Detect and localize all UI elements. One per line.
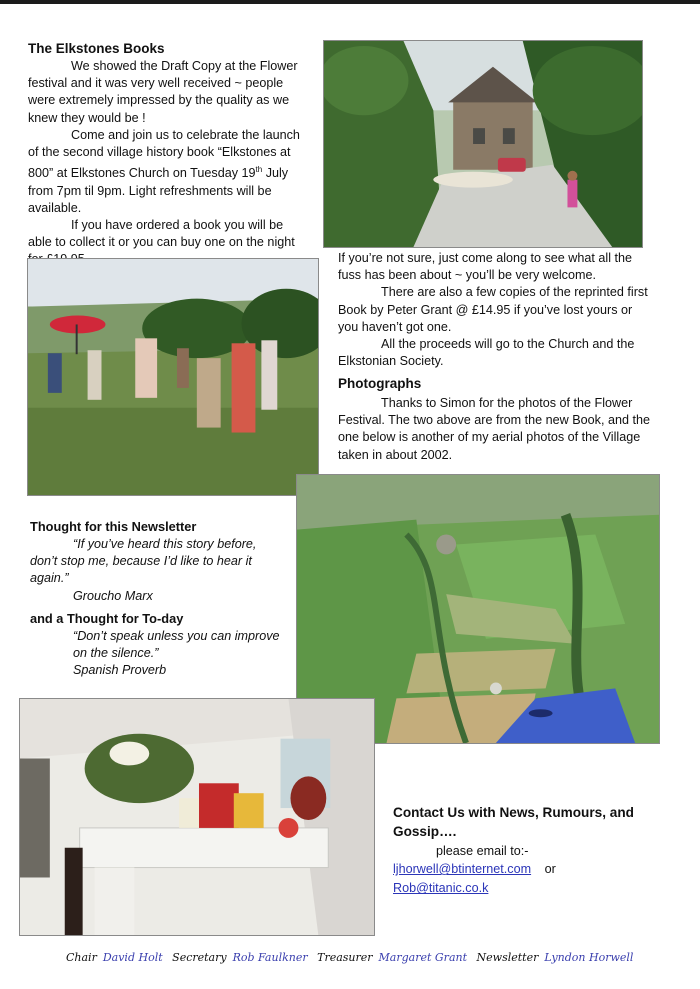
- chair-name: David Holt: [102, 951, 163, 964]
- secretary-name: Rob Faulkner: [232, 951, 308, 964]
- treasurer-name: Margaret Grant: [378, 951, 468, 964]
- books-paragraph-5: There are also a few copies of the reprinted first Book by Peter Grant @ £14.95 if you’ve lost yours or you haven’t got one.: [338, 285, 648, 334]
- thought-heading: Thought for this Newsletter: [30, 519, 197, 534]
- village-lane-photo: [323, 40, 643, 248]
- books-paragraph-1: We showed the Draft Copy at the Flower festival and it was very well received ~ people were extremely impressed by the quality as we knew they would be !: [28, 59, 298, 125]
- treasurer-label: Treasurer: [317, 951, 373, 964]
- contact-heading: Contact Us with News, Rumours, and Gossip….: [393, 805, 634, 839]
- today-quote: “Don’t speak unless you can improve on the silence.”: [73, 629, 280, 661]
- books-paragraph-4: If you’re not sure, just come along to see what all the fuss has been about ~ you’ll be very welcome.: [338, 251, 633, 283]
- photographs-heading: Photographs: [338, 376, 422, 391]
- thought-section: [30, 518, 280, 605]
- flower-festival-race-photo: [27, 258, 319, 496]
- contact-section: [393, 803, 663, 898]
- books-section: [28, 40, 310, 269]
- email-link-rob[interactable]: Rob@titanic.co.k: [393, 881, 489, 896]
- today-heading: and a Thought for To-day: [30, 611, 184, 626]
- chair-label: Chair: [66, 951, 97, 964]
- church-flowers-photo: [19, 698, 375, 936]
- top-rule: [0, 0, 700, 4]
- secretary-label: Secretary: [172, 951, 227, 964]
- contact-please: please email to:-: [436, 844, 529, 858]
- today-author: Spanish Proverb: [73, 663, 167, 678]
- email-link-ljhorwell[interactable]: ljhorwell@btinternet.com: [393, 862, 532, 877]
- books-continued: [338, 250, 650, 370]
- thought-author: Groucho Marx: [73, 588, 153, 603]
- footer-officers: [66, 951, 639, 964]
- today-section: [30, 610, 280, 680]
- contact-email-row-2: [393, 880, 663, 897]
- thought-quote: “If you’ve heard this story before, don’t stop me, because I’d like to hear it again.”: [30, 537, 257, 586]
- contact-email-row: [393, 861, 663, 878]
- contact-or: or: [544, 862, 556, 877]
- newsletter-name: Lyndon Horwell: [544, 951, 634, 964]
- photographs-section: [338, 375, 658, 464]
- books-paragraph-6: All the proceeds will go to the Church and the Elkstonian Society.: [338, 337, 635, 369]
- newsletter-label: Newsletter: [476, 951, 539, 964]
- photographs-text: Thanks to Simon for the photos of the Flower Festival. The two above are from the new Book, and the one below is another of my aerial photos of the Village taken in about 2002.: [338, 396, 650, 462]
- books-paragraph-3: If you have ordered a book you will be able to collect it or you can buy one on the night: [28, 218, 295, 250]
- books-heading: The Elkstones Books: [28, 41, 165, 56]
- books-paragraph-2: Come and join us to celebrate the launch of the second village history book “Elkstones at 800” at Elkstones Church on Tuesday 19th July from 7pm til 9pm. Light refreshments will be available.: [28, 127, 300, 215]
